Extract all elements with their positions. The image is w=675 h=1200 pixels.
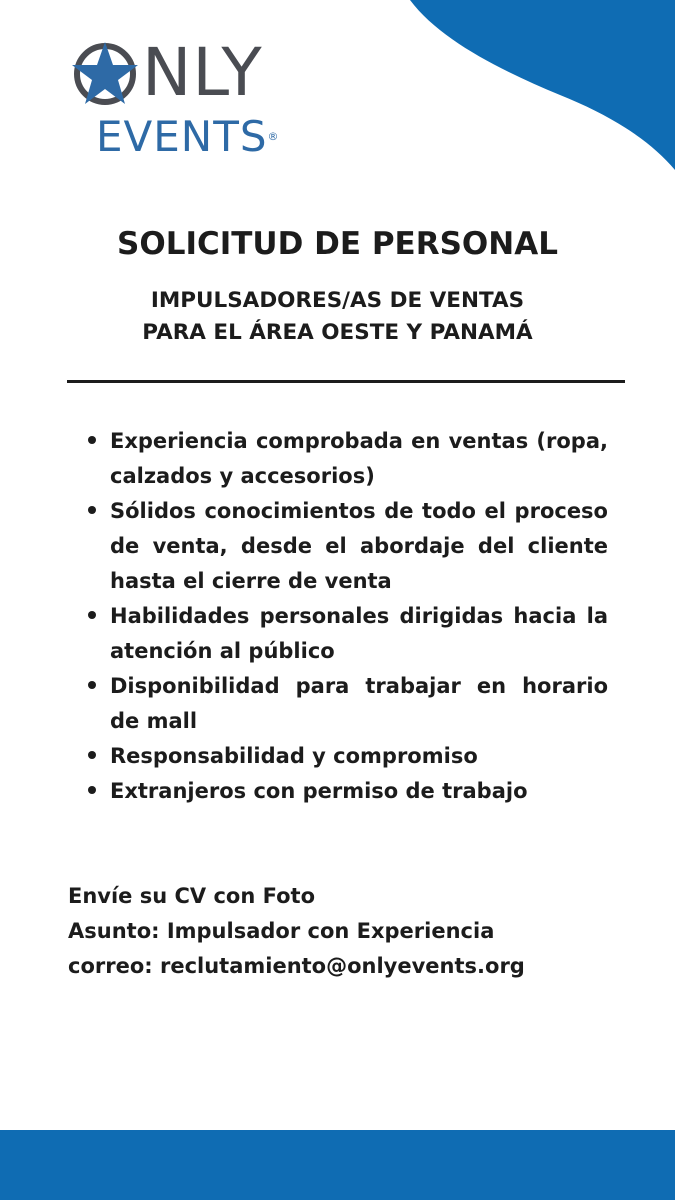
bullet-icon xyxy=(88,751,96,759)
requirement-item xyxy=(84,599,608,669)
subtitle-line-2: PARA EL ÁREA OESTE Y PANAMÁ xyxy=(142,320,533,345)
page-title: SOLICITUD DE PERSONAL xyxy=(117,226,558,262)
subtitle-line-1: IMPULSADORES/AS DE VENTAS xyxy=(150,288,525,313)
contact-cv-line: Envíe su CV con Foto xyxy=(68,884,315,908)
registered-mark: ® xyxy=(267,130,280,143)
requirement-text: Habilidades personales dirigidas hacia la atención al público xyxy=(110,604,608,663)
contact-email-line: correo: reclutamiento@onlyevents.org xyxy=(68,954,525,978)
footer-bar xyxy=(0,1130,675,1200)
requirement-text: Extranjeros con permiso de trabajo xyxy=(110,779,528,803)
contact-subject-line: Asunto: Impulsador con Experiencia xyxy=(68,919,495,943)
logo-wordmark-top xyxy=(70,34,263,111)
requirement-item xyxy=(84,669,608,739)
requirement-item xyxy=(84,494,608,599)
bullet-icon xyxy=(88,436,96,444)
requirement-text: Responsabilidad y compromiso xyxy=(110,744,478,768)
requirement-text: Sólidos conocimientos de todo el proceso de venta, desde el abordaje del cliente hasta el cierre de venta xyxy=(110,499,608,593)
requirement-text: Experiencia comprobada en ventas (ropa, calzados y accesorios) xyxy=(110,429,608,488)
divider-line xyxy=(67,380,625,383)
requirement-text: Disponibilidad para trabajar en horario de mall xyxy=(110,674,608,733)
bullet-icon xyxy=(88,681,96,689)
requirement-item xyxy=(84,739,608,774)
contact-info xyxy=(68,879,648,984)
star-o-icon xyxy=(70,38,142,108)
requirement-item xyxy=(84,774,608,809)
bullet-icon xyxy=(88,506,96,514)
page-subtitle xyxy=(0,285,675,349)
logo-text-nly: NLY xyxy=(142,34,263,111)
logo-text-events: EVENTS xyxy=(96,112,268,161)
requirement-item xyxy=(84,424,608,494)
requirements-list xyxy=(84,424,608,809)
bullet-icon xyxy=(88,611,96,619)
only-events-logo xyxy=(70,36,300,166)
logo-wordmark-bottom xyxy=(96,114,280,160)
bullet-icon xyxy=(88,786,96,794)
